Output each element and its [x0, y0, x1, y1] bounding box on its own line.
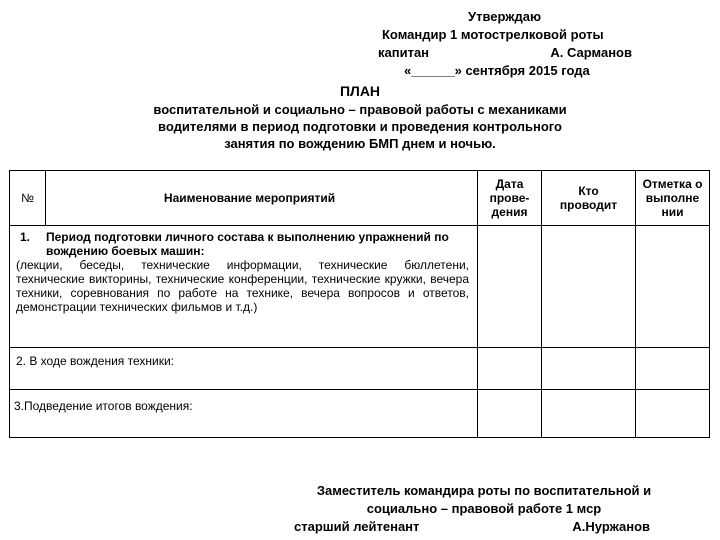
signature-position-line-2: социально – правовой работе 1 мср: [366, 501, 602, 516]
responsible-cell-2[interactable]: [542, 348, 636, 390]
activity-cell-2: 2. В ходе вождения техники:: [10, 348, 478, 390]
header-activity-name: Наименование мероприятий: [46, 171, 478, 226]
signature-name: А.Нуржанов: [572, 519, 650, 534]
date-cell-2[interactable]: [478, 348, 542, 390]
date-cell-1[interactable]: [478, 226, 542, 348]
table-header-row: [10, 171, 710, 226]
mark-cell-1[interactable]: [636, 226, 710, 348]
plan-subtitle-line-1: воспитательной и социально – правовой работы с механиками: [153, 102, 567, 117]
signature-rank-name: [284, 518, 684, 536]
table-row: [10, 226, 710, 348]
header-number: №: [10, 171, 46, 226]
plan-subtitle-line-2: водителями в период подготовки и проведения контрольного: [158, 119, 562, 134]
activity-1-title: [16, 230, 469, 258]
table-row: [10, 348, 710, 390]
activity-1-title-text: Период подготовки личного состава к выполнению упражнений по вождению боевых машин:: [46, 230, 449, 258]
approval-title: Утверждаю: [468, 9, 542, 24]
mark-cell-3[interactable]: [636, 390, 710, 438]
header-responsible: Кто проводит: [542, 171, 636, 226]
responsible-cell-1[interactable]: [542, 226, 636, 348]
mark-cell-2[interactable]: [636, 348, 710, 390]
approval-block: [360, 8, 660, 80]
approval-rank-name: [360, 44, 660, 62]
table-row: [10, 390, 710, 438]
date-cell-3[interactable]: [478, 390, 542, 438]
approval-date: «______» сентября 2015 года: [404, 63, 590, 78]
activity-cell-3: 3.Подведение итогов вождения:: [10, 390, 478, 438]
approval-rank: капитан: [378, 45, 430, 60]
approval-position: Командир 1 мотострелковой роты: [382, 27, 604, 42]
plan-title: ПЛАН: [339, 83, 381, 99]
responsible-cell-3[interactable]: [542, 390, 636, 438]
header-completion-mark: Отметка о выполне нии: [636, 171, 710, 226]
plan-table: [9, 170, 710, 438]
plan-heading: [100, 83, 620, 152]
signature-position-line-1: Заместитель командира роты по воспитательной и: [316, 483, 652, 498]
signature-rank: старший лейтенант: [294, 519, 420, 534]
activity-cell-1: [10, 226, 478, 348]
approval-name: А. Сарманов: [550, 45, 632, 60]
plan-subtitle-line-3: занятия по вождению БМП днем и ночью.: [224, 136, 496, 151]
header-date: Дата прове- дения: [478, 171, 542, 226]
activity-1-details: (лекции, беседы, технические информации, технические бюллетени, технические викторины, технические конференции, технические кружки, вечера техники, соревнования по работе на технике, вечера вопросов и ответов, демонстрации технических фильмов и т.д.): [16, 258, 469, 314]
activity-1-number: 1.: [20, 230, 31, 244]
signature-block: [284, 482, 684, 536]
